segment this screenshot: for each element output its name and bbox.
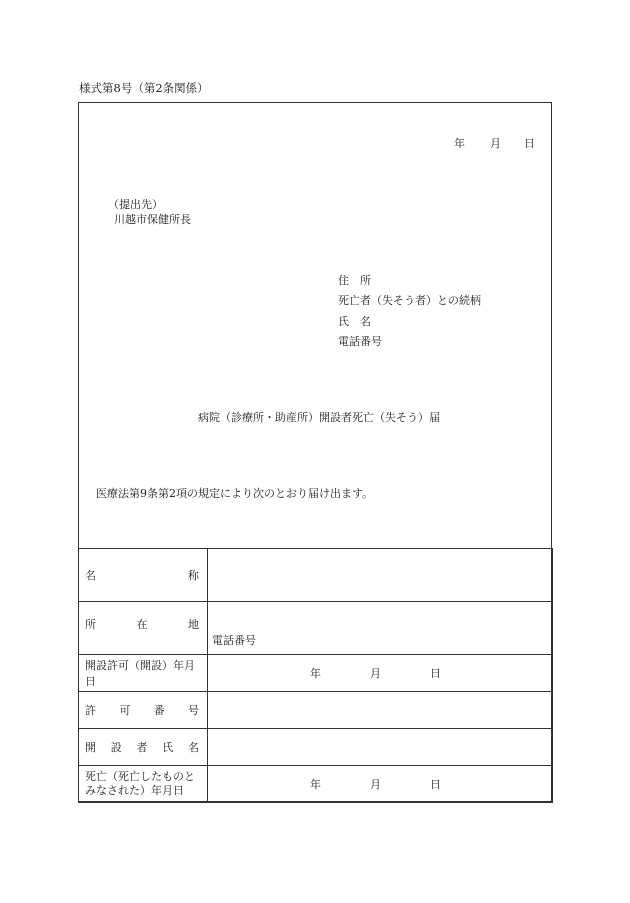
submission-month-label: 月 bbox=[490, 137, 501, 150]
location-value-cell[interactable] bbox=[208, 602, 553, 655]
founder-name-label-char: 設 bbox=[110, 741, 122, 754]
location-label-char: 所 bbox=[85, 618, 96, 631]
founder-name-label-char: 名 bbox=[188, 741, 199, 754]
location-phone-label: 電話番号 bbox=[212, 634, 256, 647]
form-number-label: 様式第8号（第2条関係） bbox=[79, 81, 209, 95]
table-row-death-date bbox=[79, 766, 553, 803]
permit-year-label: 年 bbox=[310, 667, 321, 680]
permit-month-label: 月 bbox=[370, 667, 381, 680]
recipient-label: （提出先） bbox=[108, 198, 163, 211]
founder-name-label-char: 者 bbox=[136, 741, 148, 754]
death-date-label-cell bbox=[79, 766, 208, 803]
document-title: 病院（診療所・助産所）開設者死亡（失そう）届 bbox=[198, 411, 440, 424]
submission-day-label: 日 bbox=[524, 137, 535, 150]
founder-name-label-cell bbox=[79, 729, 208, 766]
table-row-name bbox=[79, 549, 553, 602]
permit-number-label-char: 可 bbox=[119, 704, 131, 717]
name-label-char: 名 bbox=[85, 569, 96, 582]
location-label-cell bbox=[79, 602, 208, 655]
applicant-name-label: 氏 名 bbox=[338, 315, 371, 328]
table-row-location bbox=[79, 602, 553, 655]
death-month-label: 月 bbox=[370, 778, 381, 791]
name-label-char: 称 bbox=[188, 569, 199, 582]
founder-name-label-char: 開 bbox=[85, 741, 96, 754]
permit-number-label-char: 号 bbox=[187, 704, 199, 717]
permit-date-label: 開設許可（開設）年月日 bbox=[85, 659, 195, 688]
permit-day-label: 日 bbox=[430, 667, 441, 680]
permit-date-label-cell bbox=[79, 655, 208, 692]
table-row-permit-date bbox=[79, 655, 553, 692]
death-date-label: 死亡（死亡したものとみなされた）年月日 bbox=[85, 770, 195, 797]
location-label-char: 在 bbox=[136, 618, 148, 631]
applicant-address-label: 住 所 bbox=[338, 274, 371, 287]
permit-date-value-cell[interactable] bbox=[208, 655, 553, 692]
death-day-label: 日 bbox=[430, 778, 441, 791]
founder-name-value-cell[interactable] bbox=[208, 729, 553, 766]
founder-name-label-char: 氏 bbox=[162, 741, 174, 754]
body-statement: 医療法第9条第2項の規定により次のとおり届け出ます。 bbox=[96, 487, 374, 500]
permit-number-label-char: 番 bbox=[153, 704, 165, 717]
applicant-phone-label: 電話番号 bbox=[338, 335, 382, 348]
facility-info-table bbox=[78, 548, 553, 803]
name-label-cell bbox=[79, 549, 208, 602]
name-value-cell[interactable] bbox=[208, 549, 553, 602]
permit-number-label-char: 許 bbox=[85, 704, 96, 717]
death-year-label: 年 bbox=[310, 778, 321, 791]
death-date-value-cell[interactable] bbox=[208, 766, 553, 803]
permit-number-label-cell bbox=[79, 692, 208, 729]
submission-year-label: 年 bbox=[454, 137, 465, 150]
table-row-permit-number bbox=[79, 692, 553, 729]
recipient-name: 川越市保健所長 bbox=[114, 213, 191, 226]
table-row-founder-name bbox=[79, 729, 553, 766]
applicant-relation-label: 死亡者（失そう者）との続柄 bbox=[338, 294, 481, 307]
location-label-char: 地 bbox=[188, 618, 199, 631]
permit-number-value-cell[interactable] bbox=[208, 692, 553, 729]
